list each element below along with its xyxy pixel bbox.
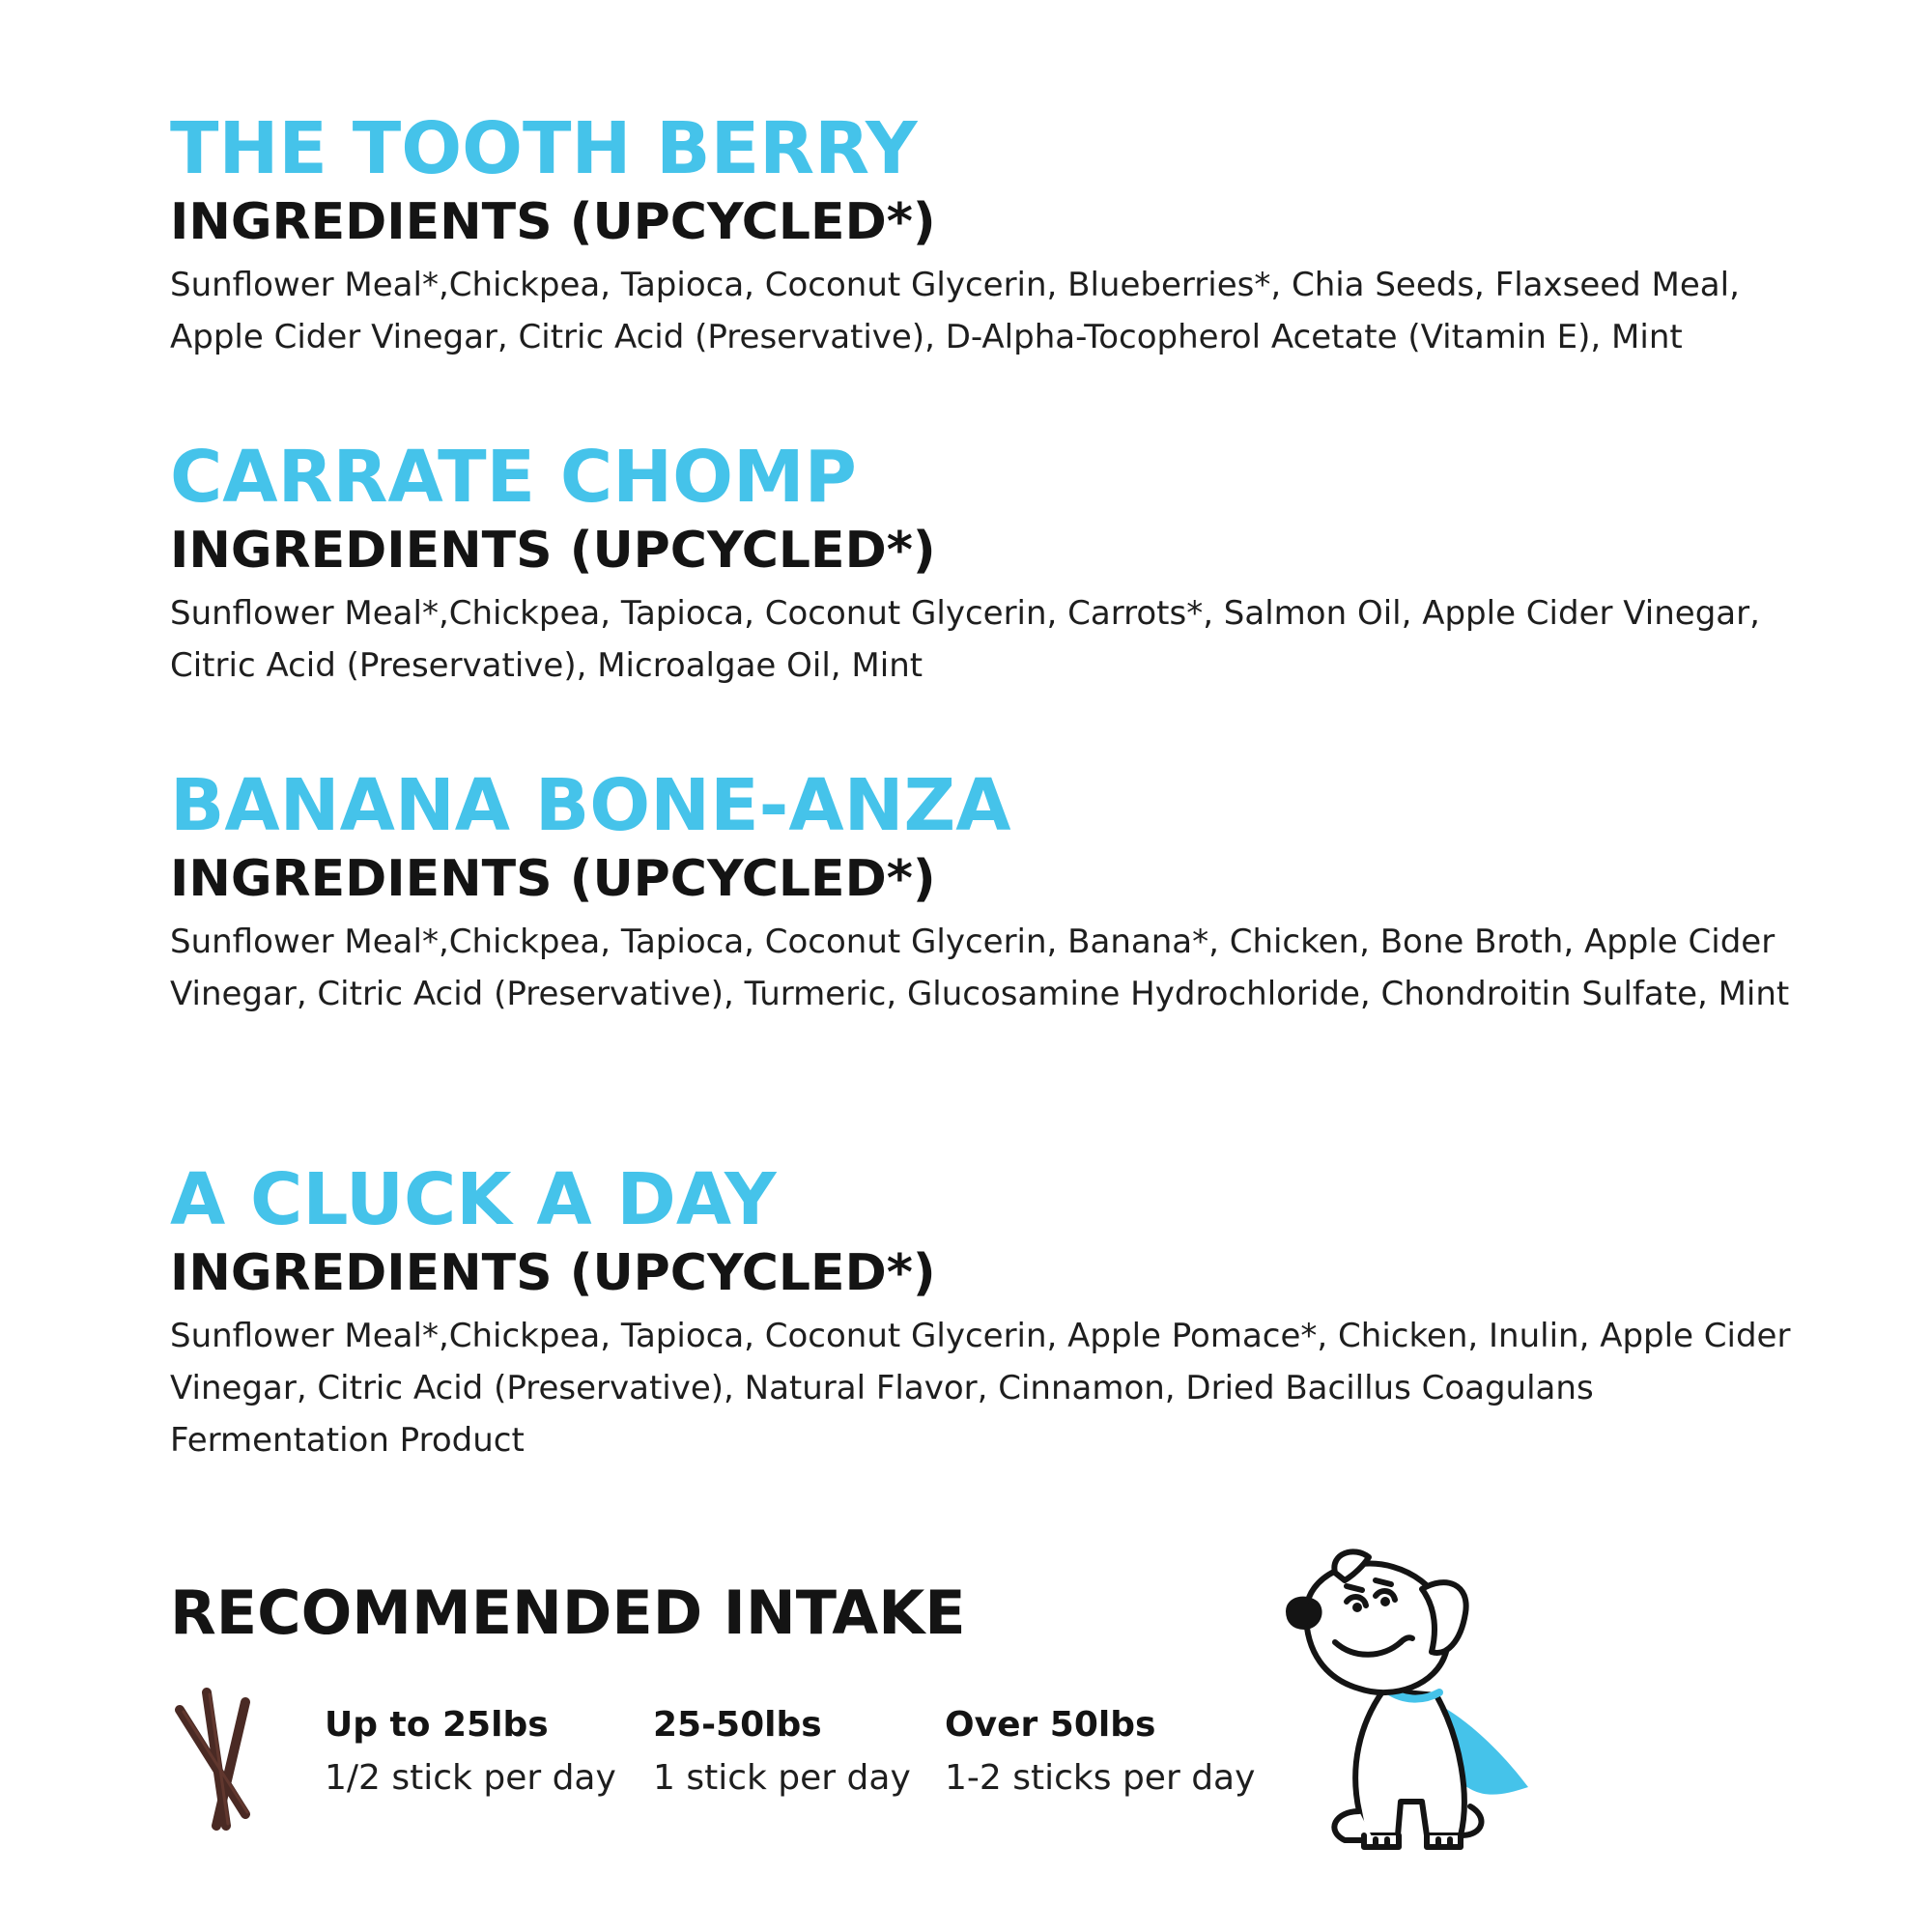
product-section-banana-bone-anza: [170, 765, 1812, 1020]
intake-weight: Over 50lbs: [945, 1705, 1156, 1745]
ingredients-list: Sunflower Meal*,Chickpea, Tapioca, Coconut Glycerin, Apple Pomace*, Chicken, Inulin, Apple Cider Vinegar, Citric Acid (Preservative), Natural Flavor, Cinnamon, Dried Bacillus Coagulans Fermentation Product: [170, 1317, 1791, 1460]
ingredients-list: Sunflower Meal*,Chickpea, Tapioca, Coconut Glycerin, Carrots*, Salmon Oil, Apple Cider Vinegar, Citric Acid (Preservative), Microalgae Oil, Mint: [170, 594, 1760, 685]
product-section-tooth-berry: [170, 108, 1812, 363]
dental-sticks-icon: [170, 1681, 267, 1835]
intake-tier-small: [325, 1700, 616, 1806]
ingredients-list: Sunflower Meal*,Chickpea, Tapioca, Coconut Glycerin, Banana*, Chicken, Bone Broth, Apple Cider Vinegar, Citric Acid (Preservative), Turmeric, Glucosamine Hydrochloride, Chondroitin Sulfate, Mint: [170, 923, 1790, 1013]
intake-amount: 1/2 stick per day: [325, 1758, 616, 1798]
recommended-intake-title: RECOMMENDED INTAKE: [170, 1577, 966, 1648]
intake-weight: Up to 25lbs: [325, 1705, 549, 1745]
ingredients-heading: INGREDIENTS (UPCYCLED*): [170, 850, 936, 908]
intake-amount: 1 stick per day: [653, 1758, 911, 1798]
product-section-carrate-chomp: [170, 437, 1812, 692]
product-title: THE TOOTH BERRY: [170, 107, 918, 190]
intake-tier-medium: [653, 1700, 911, 1806]
intake-weight: 25-50lbs: [653, 1705, 822, 1745]
ingredients-list: Sunflower Meal*,Chickpea, Tapioca, Coconut Glycerin, Blueberries*, Chia Seeds, Flaxseed Meal, Apple Cider Vinegar, Citric Acid (Preservative), D-Alpha-Tocopherol Acetate (Vitamin E), Mint: [170, 266, 1740, 356]
ingredients-heading: INGREDIENTS (UPCYCLED*): [170, 522, 936, 580]
product-title: CARRATE CHOMP: [170, 436, 857, 519]
product-title: A CLUCK A DAY: [170, 1158, 777, 1241]
ingredients-heading: INGREDIENTS (UPCYCLED*): [170, 193, 936, 251]
intake-amount: 1-2 sticks per day: [945, 1758, 1256, 1798]
product-title: BANANA BONE-ANZA: [170, 764, 1011, 847]
intake-tier-large: [945, 1700, 1255, 1806]
dog-mascot-icon: [1267, 1546, 1557, 1864]
product-section-a-cluck-a-day: [170, 1159, 1812, 1466]
ingredients-heading: INGREDIENTS (UPCYCLED*): [170, 1244, 936, 1302]
